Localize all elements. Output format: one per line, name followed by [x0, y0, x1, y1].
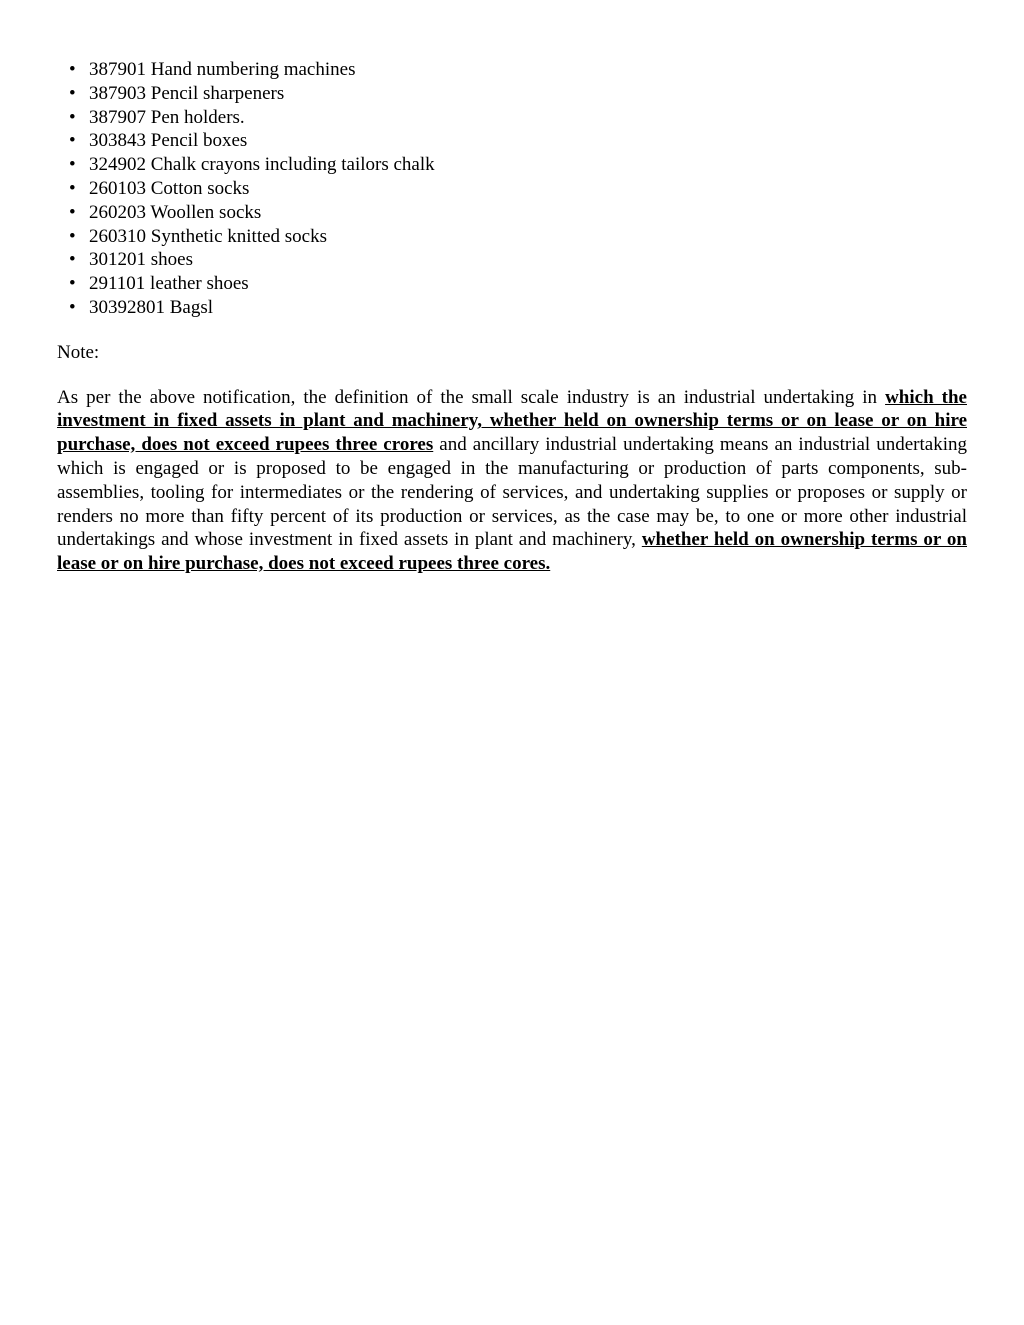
paragraph-emphasis-1: which the investment in fixed assets in plant and machinery, whether held on ownership terms or on lease or on hire purchase, does not exceed rupees three crores [57, 386, 967, 456]
list-item [69, 248, 967, 272]
list-item [69, 153, 967, 177]
bullet-icon: • [69, 201, 76, 223]
list-item [69, 58, 967, 82]
list-item [69, 106, 967, 130]
list-item [69, 177, 967, 201]
list-item-text: 260310 Synthetic knitted socks [89, 225, 328, 247]
bullet-icon: • [69, 130, 76, 152]
paragraph-text-part1: As per the above notification, the definition of the small scale industry is an industrial undertaking in [57, 386, 886, 408]
list-item [69, 129, 967, 153]
bullet-icon: • [69, 225, 76, 247]
paragraph-text-part2: and ancillary industrial undertaking means an industrial undertaking which is engaged or is proposed to be engaged in the manufacturing or production of parts components, sub-assemblies, tooling for intermediates or the rendering of services, and undertaking supplies or proposes or supply or renders no more than fifty percent of its production or services, as the case may be, to one or more other industrial undertakings and whose investment in fixed assets in plant and machinery, [57, 434, 967, 551]
list-item [69, 82, 967, 106]
paragraph-emphasis-2: whether held on ownership terms or on lease or on hire purchase, does not exceed rupees three cores. [57, 529, 967, 575]
list-item-text: 324902 Chalk crayons including tailors chalk [89, 154, 435, 176]
bullet-icon: • [69, 177, 76, 199]
bullet-icon: • [69, 154, 76, 176]
bullet-icon: • [69, 106, 76, 128]
list-item-text: 260203 Woollen socks [89, 201, 262, 223]
bullet-icon: • [69, 59, 76, 80]
document-page [57, 58, 967, 576]
note-label: Note: [57, 341, 100, 363]
list-item [69, 201, 967, 225]
list-item-text: 30392801 Bagsl [89, 296, 214, 318]
bullet-icon: • [69, 82, 76, 104]
list-item [69, 272, 967, 296]
list-item-text: 387907 Pen holders. [89, 106, 245, 128]
list-item [69, 296, 967, 320]
list-item-text: 301201 shoes [89, 249, 193, 271]
list-item-text: 260103 Cotton socks [89, 177, 250, 199]
bullet-icon: • [69, 296, 76, 318]
list-item [69, 225, 967, 249]
item-list [57, 58, 967, 320]
list-item-text: 387903 Pencil sharpeners [89, 82, 285, 104]
list-item-text: 387901 Hand numbering machines [89, 59, 356, 80]
bullet-icon: • [69, 249, 76, 271]
bullet-icon: • [69, 273, 76, 295]
note-paragraph [57, 386, 967, 576]
list-item-text: 291101 leather shoes [89, 273, 249, 295]
list-item-text: 303843 Pencil boxes [89, 130, 248, 152]
